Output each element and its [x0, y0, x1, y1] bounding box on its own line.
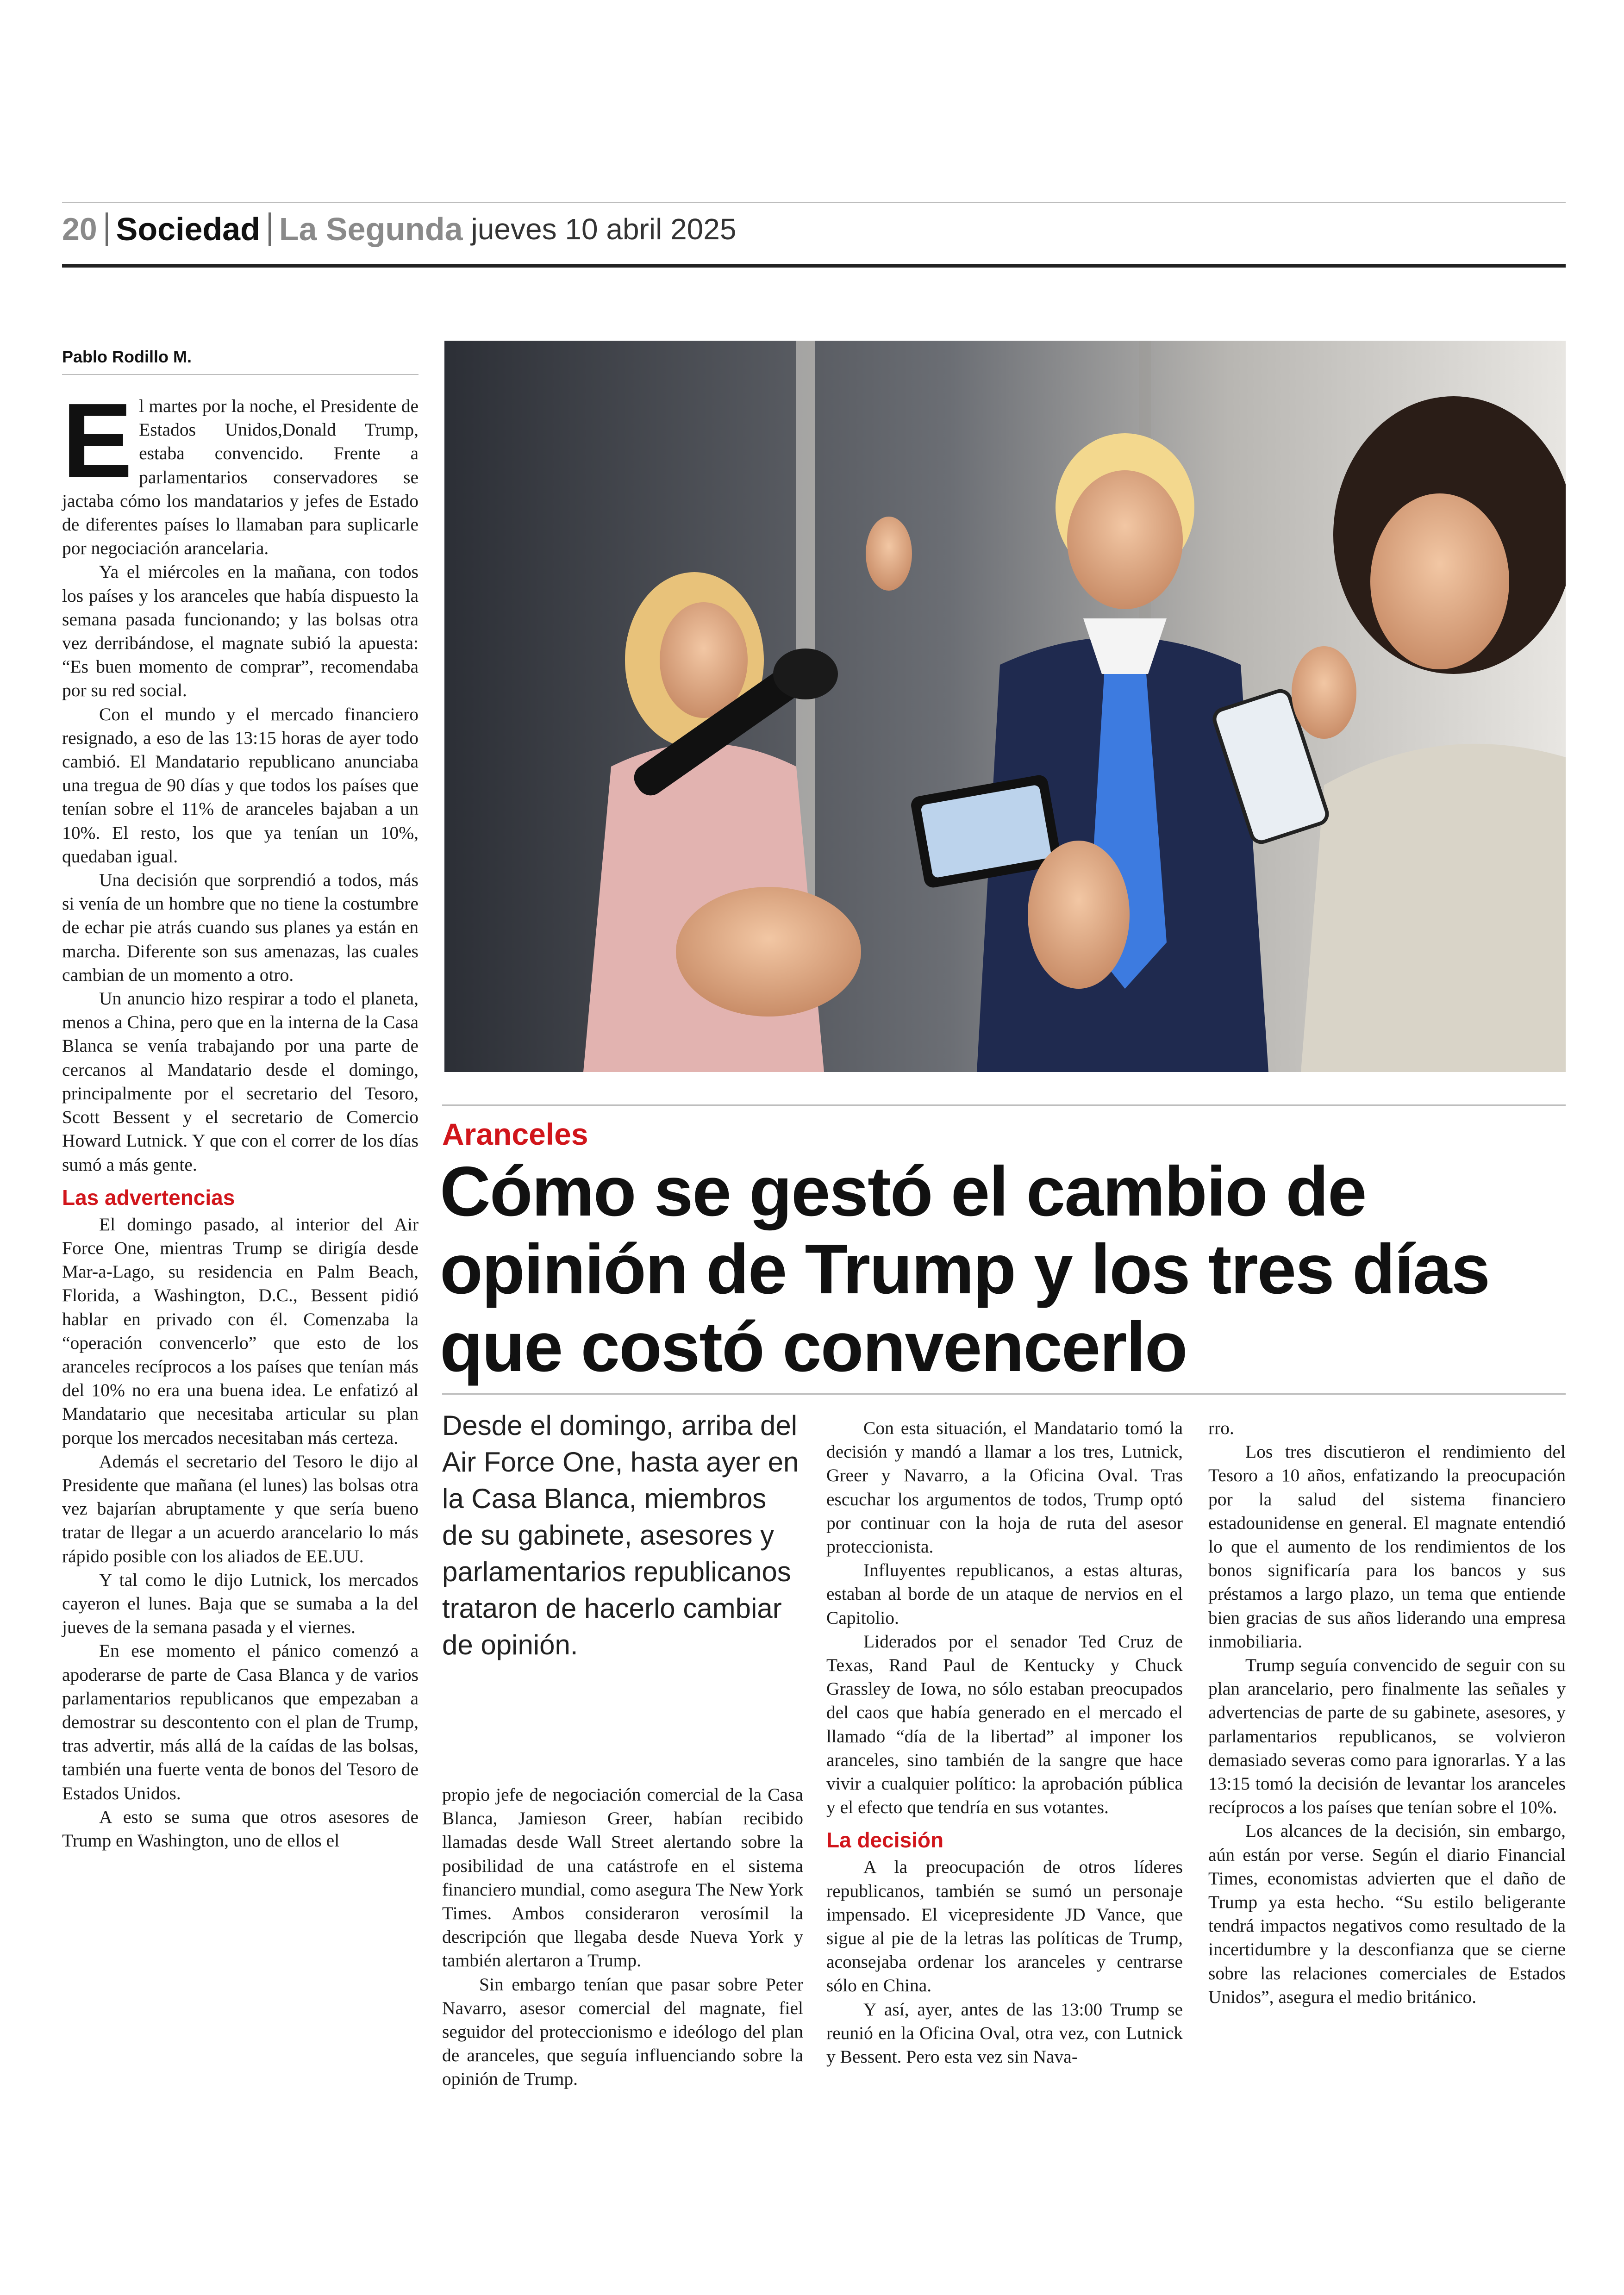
- header-divider: [106, 212, 108, 246]
- subheading: Las advertencias: [62, 1185, 235, 1210]
- press-scrum-photo: [444, 341, 1566, 1072]
- paragraph: Una decisión que sorprendió a todos, más si venía de un hombre que no tiene la costumbre de echar pie atrás cuando sus planes ya están en marcha. Diferente son sus amenazas, las cuales cambian de un momento a otro.: [62, 870, 418, 985]
- header-top-rule: [62, 202, 1566, 203]
- article-headline: Cómo se gestó el cambio de opinión de Trump y los tres días que costó convencerlo: [440, 1152, 1490, 1386]
- page-number: 20: [62, 212, 97, 247]
- paragraph: Ya el miércoles en la mañana, con todos los países y los aranceles que había dispuesto la semana pasada funcionando; y las bolsas otra vez derribándose, el magnate subió la apuesta: “Es buen momento de comprar”, recomendaba por su red social.: [62, 561, 418, 701]
- issue-date: jueves 10 abril 2025: [471, 212, 737, 246]
- article-kicker: Aranceles: [442, 1117, 588, 1151]
- photo-caption-rule: [442, 1104, 1566, 1106]
- paragraph: Y tal como le dijo Lutnick, los mercados cayeron el lunes. Baja que se sumaba a la del jueves de la semana pasada y el viernes.: [62, 1569, 418, 1638]
- paragraph: Los alcances de la decisión, sin embargo, aún están por verse. Según el diario Financial Times, economistas advierten que el daño de Trump ya esta hecho. “Su estilo beligerante tendrá impactos negativos como resultado de la incertidumbre y la desconfianza que se cierne sobre las relaciones comerciales de Estados Unidos”, asegura el medio británico.: [1208, 1821, 1566, 2007]
- paragraph: Con el mundo y el mercado financiero resignado, a eso de las 13:15 horas de ayer todo cambió. El Mandatario republicano anunciaba una tregua de 90 días y que todos los países que tenían sobre el 11% de aranceles bajaban a un 10%. El resto, los que ya tenían un 10%, quedaban igual.: [62, 704, 418, 867]
- column-1: [62, 382, 418, 1852]
- paragraph: Y así, ayer, antes de las 13:00 Trump se reunió en la Oficina Oval, otra vez, con Lutnick y Bessent. Pero esta vez sin Nava-: [826, 1999, 1183, 2067]
- page-header: [62, 208, 736, 250]
- byline-rule: [62, 374, 418, 375]
- paragraph: rro.: [1208, 1418, 1234, 1438]
- article-photo: [444, 341, 1566, 1072]
- paragraph: propio jefe de negociación comercial de la Casa Blanca, Jamieson Greer, habían recibido llamadas desde Wall Street alertando sobre la posibilidad de una catástrofe en el sistema financiero mundial, como asegura The New York Times. Ambos consideraron verosímil la descripción que llegaba desde Nueva York y también alertaron a Trump.: [442, 1784, 803, 1971]
- paragraph: A la preocupación de otros líderes republicanos, también se sumó un personaje impensado. El vicepresidente JD Vance, que sigue al pie de la letras las políticas de Trump, aconsejaba ordenar los aranceles y centrarse sólo en China.: [826, 1857, 1183, 1996]
- paragraph: Con esta situación, el Mandatario tomó la decisión y mandó a llamar a los tres, Lutnick, Greer y Navarro, a la Oficina Oval. Tras escuchar los argumentos de todos, Trump optó por continuar con la hoja de ruta del asesor proteccionista.: [826, 1418, 1183, 1557]
- header-bottom-rule: [62, 264, 1566, 268]
- paragraph: En ese momento el pánico comenzó a apoderarse de parte de Casa Blanca y de varios parlamentarios republicanos que empezaban a demostrar su descontento con el plan de Trump, tras advertir, más allá de la caídas de las bolsas, también una fuerte venta de bonos del Tesoro de Estados Unidos.: [62, 1640, 418, 1803]
- paragraph: Un anuncio hizo respirar a todo el planeta, menos a China, pero que en la interna de la Casa Blanca se venía trabajando por una parte de cercanos al Mandatario desde el domingo, principalmente por el secretario del Tesoro, Scott Bessent y el secretario de Comercio Howard Lutnick. Y que con el correr de los días sumó a más gente.: [62, 988, 418, 1175]
- column-4: [1208, 1416, 1566, 2009]
- newspaper-name: La Segunda: [279, 211, 463, 247]
- paragraph: Trump seguía convencido de seguir con su plan arancelario, pero finalmente las señales y advertencias de parte de su gabinete, asesores, y parlamentarios republicanos, se volvieron demasiado severas como para ignorarlas. Y a las 13:15 tomó la decisión de levantar los aranceles recíprocos a los países que tenían sobre el 10%.: [1208, 1655, 1566, 1818]
- section-name: Sociedad: [116, 211, 260, 247]
- paragraph: Influyentes republicanos, a estas alturas, estaban al borde de un ataque de nervios en el Capitolio.: [826, 1560, 1183, 1628]
- paragraph: Además el secretario del Tesoro le dijo al Presidente que mañana (el lunes) las bolsas otra vez bajarían abruptamente y que sería bueno tratar de llegar a un acuerdo arancelario lo más rápido posible con los aliados de EE.UU.: [62, 1451, 418, 1566]
- paragraph: l martes por la noche, el Presidente de Estados Unidos,Donald Trump, estaba convencido. Frente a parlamentarios conservadores se jactaba cómo los mandatarios y jefes de Estado de diferentes países lo llamaban para suplicarle por negociación arancelaria.: [62, 396, 418, 559]
- article-lead: Desde el domingo, arriba del Air Force One, hasta ayer en la Casa Blanca, miembros de su gabinete, asesores y parlamentarios republicanos trataron de hacerlo cambiar de opinión.: [442, 1410, 799, 1660]
- paragraph: A esto se suma que otros asesores de Trump en Washington, uno de ellos el: [62, 1806, 418, 1851]
- subheading: La decisión: [826, 1828, 944, 1852]
- column-2: [442, 1783, 803, 2091]
- drop-cap: E: [62, 382, 133, 499]
- paragraph: Liderados por el senador Ted Cruz de Texas, Rand Paul de Kentucky y Chuck Grassley de Iowa, no sólo estaban preocupados del caos que había generado en el mercado el llamado “día de la libertad” al imponer los aranceles, sino también de la sangre que hace vivir a cualquier político: la aprobación pública y el efecto que tendría en sus votantes.: [826, 1631, 1183, 1818]
- header-divider: [269, 212, 271, 246]
- paragraph: Sin embargo tenían que pasar sobre Peter Navarro, asesor comercial del magnate, fiel seguidor del proteccionismo e ideólogo del plan de aranceles, que seguía influenciando sobre la opinión de Trump.: [442, 1974, 803, 2089]
- paragraph: El domingo pasado, al interior del Air Force One, mientras Trump se dirigía desde Mar-a-Lago, su residencia en Palm Beach, Florida, a Washington, D.C., Bessent pidió hablar en privado con él. Comenzaba la “operación convencerlo” que esto de los aranceles recíprocos a los países que tenían más del 10% no era una buena idea. Le enfatizó al Mandatario que necesitaba articular su plan porque los mercados necesitaban más certeza.: [62, 1214, 418, 1448]
- byline: Pablo Rodillo M.: [62, 347, 192, 366]
- headline-rule: [442, 1393, 1566, 1395]
- paragraph: Los tres discutieron el rendimiento del Tesoro a 10 años, enfatizando la preocupación por la salud del sistema financiero estadounidense en general. El magnate entendió lo que el aumento de los rendimientos de los bonos significaría para los bancos y sus préstamos a largo plazo, un tema que entiende bien gracias de sus años liderando una empresa inmobiliaria.: [1208, 1441, 1566, 1652]
- column-3: [826, 1416, 1183, 2069]
